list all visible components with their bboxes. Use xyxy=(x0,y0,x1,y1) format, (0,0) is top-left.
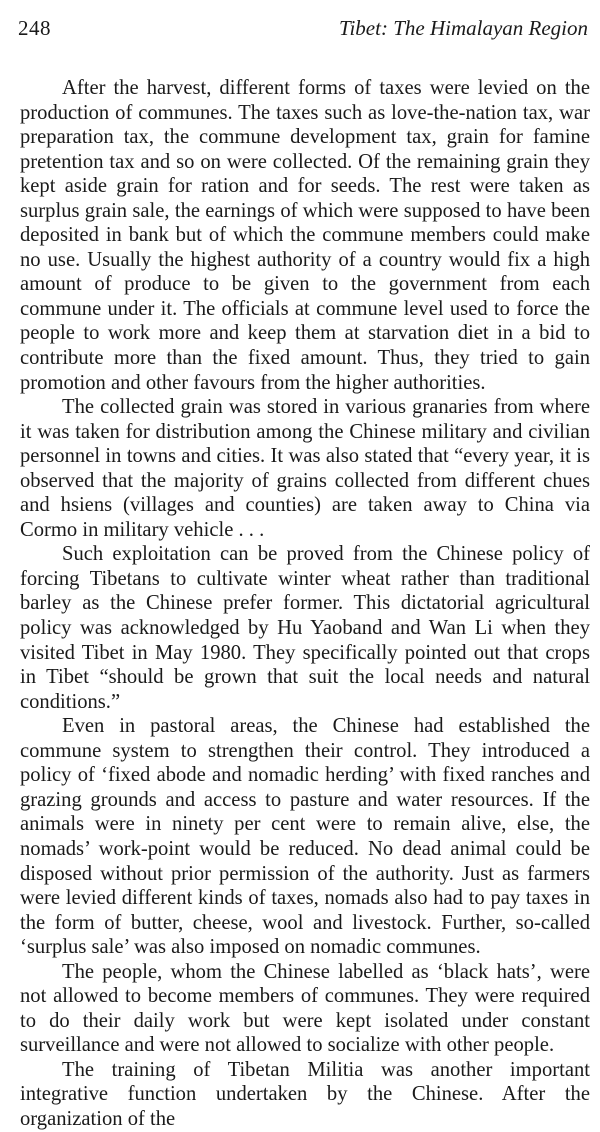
paragraph-pastoral-communes: Even in pastoral areas, the Chinese had established the commune system to strengthen their control. They introduced a policy of ‘fixed abode and nomadic herding’ with fixed ranches and grazing grounds and access to pasture and water resources. If the animals were in ninety per cent were to remain alive, else, the nomads’ work-point would be reduced. No dead animal could be disposed without prior permission of the authority. Just as farmers were levied different kinds of taxes, nomads also had to pay taxes in the form of butter, cheese, wool and livestock. Further, so-called ‘surplus sale’ was also imposed on nomadic communes. xyxy=(20,715,590,959)
paragraph-grain-storage: The collected grain was stored in various granaries from where it was taken for distribution among the Chinese military and civilian personnel in towns and cities. It was also stated that “every year, it is observed that the majority of grains collected from different chues and hsiens (villages and counties) are taken away to China via Cormo in military vehicle . . . xyxy=(20,396,590,541)
page-header xyxy=(18,16,588,46)
paragraph-tibetan-militia: The training of Tibetan Militia was another important integrative function undertaken by the Chinese. After the organization of the xyxy=(20,1058,590,1130)
paragraph-winter-wheat: Such exploitation can be proved from the Chinese policy of forcing Tibetans to cultivate winter wheat rather than traditional barley as the Chinese prefer former. This dictatorial agricultural policy was acknowledged by Hu Yaoband and Wan Li when they visited Tibet in May 1980. They specifically pointed out that crops in Tibet “should be grown that suit the local needs and natural conditions.” xyxy=(20,543,590,713)
paragraph-harvest-taxes: After the harvest, different forms of taxes were levied on the production of communes. The taxes such as love-the-nation tax, war preparation tax, the commune development tax, grain for famine pretention tax and so on were collected. Of the remaining grain they kept aside grain for ration and for seeds. The rest were taken as surplus grain sale, the earnings of which were supposed to have been deposited in bank but of which the commune members could make no use. Usually the highest authority of a country would fix a high amount of produce to be given to the government from each commune under it. The officials at commune level used to force the people to work more and keep them at starvation diet in a bid to contribute more than the fixed amount. Thus, they tried to gain promotion and other favours from the higher authorities. xyxy=(20,77,590,394)
paragraph-black-hats: The people, whom the Chinese labelled as ‘black hats’, were not allowed to become members of communes. They were required to do their daily work but were kept isolated under constant surveillance and were not allowed to socialize with other people. xyxy=(20,960,590,1057)
page-number: 248 xyxy=(18,16,51,40)
page-body xyxy=(20,76,590,1132)
running-title: Tibet: The Himalayan Region xyxy=(338,16,588,40)
